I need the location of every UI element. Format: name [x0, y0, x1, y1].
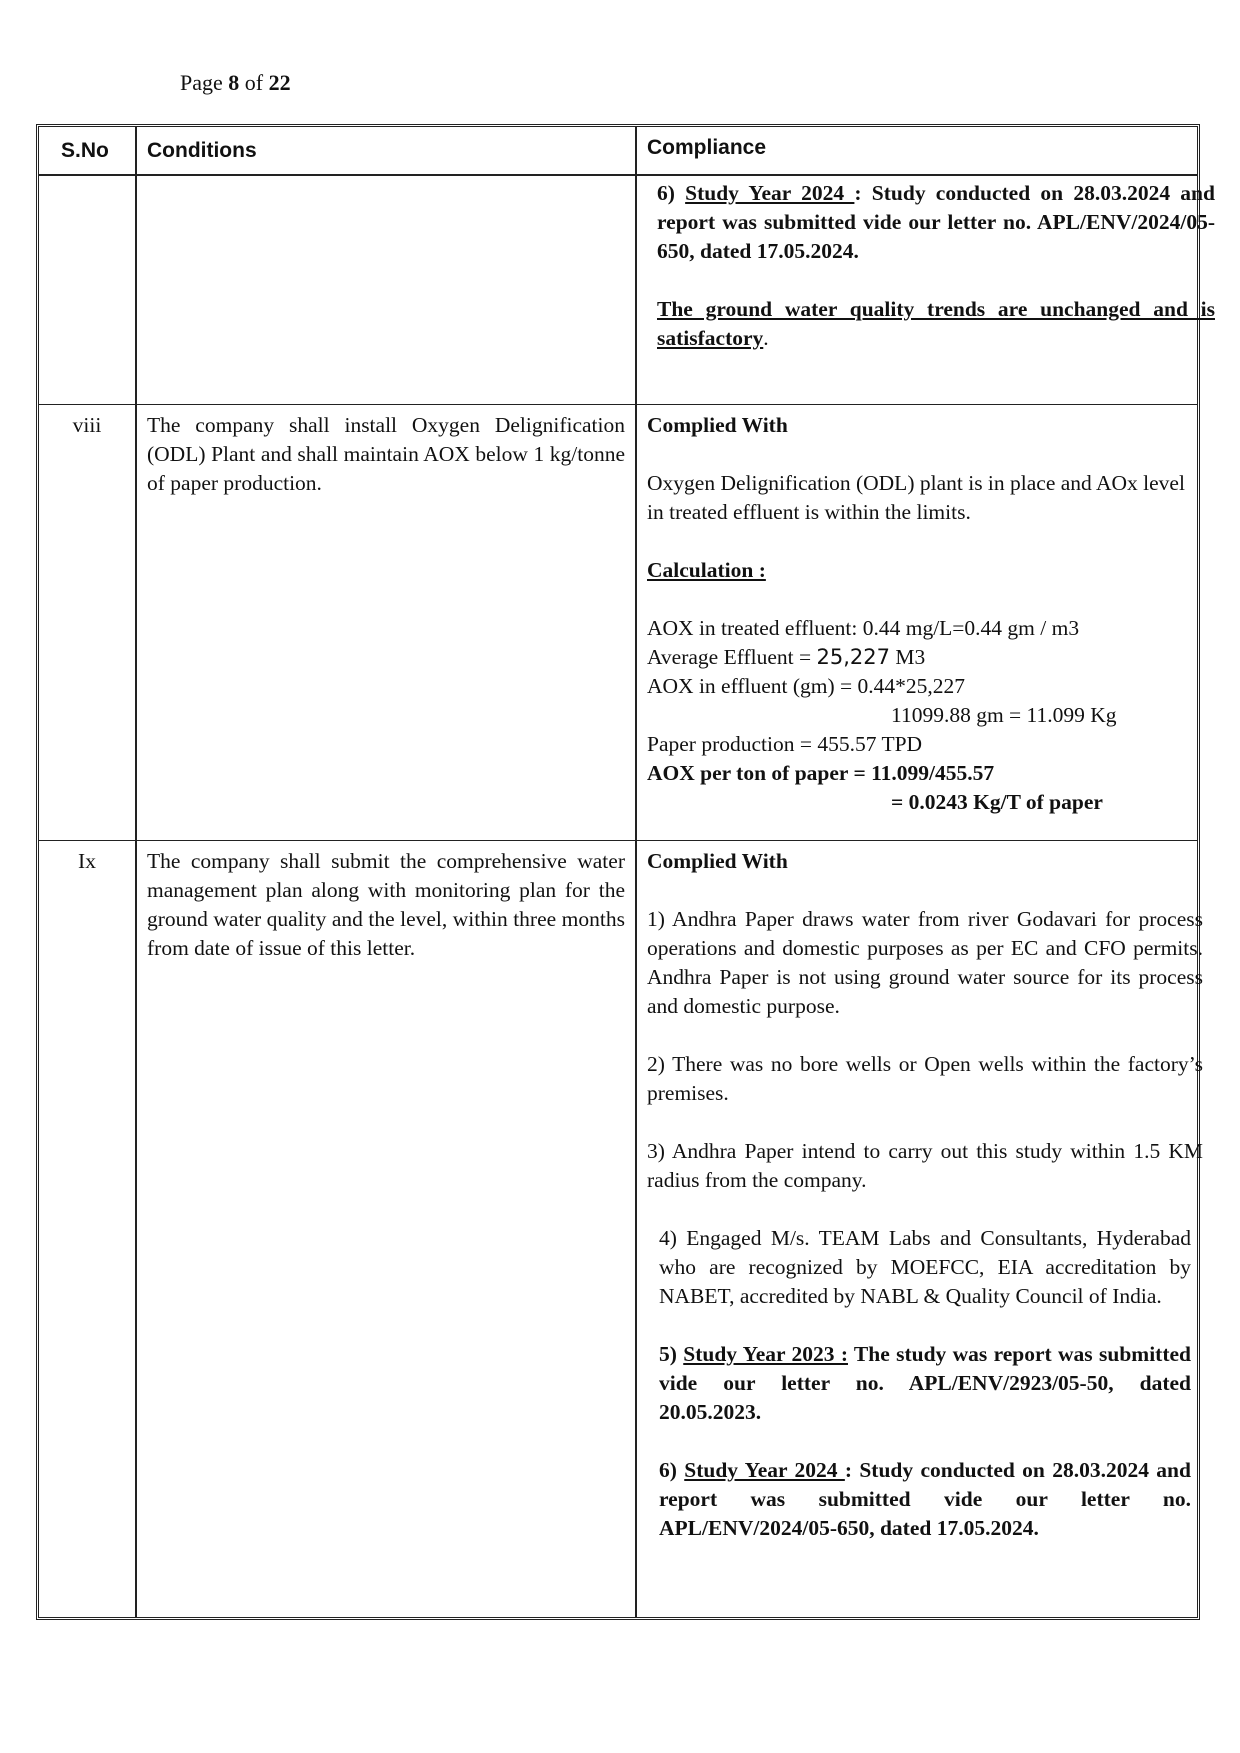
item-number: 6): [657, 181, 686, 205]
item-body: Study conducted on 28.03.2024 and report was submitted vide our letter no. APL/ENV/2024/05-650, dated 17.05.2024.: [657, 181, 1215, 263]
trend-period: .: [763, 326, 769, 350]
row-ix-para-6: [659, 1456, 1191, 1543]
row-divider-2: [39, 840, 1197, 841]
header-conditions: Conditions: [147, 139, 257, 162]
row-viii-condition: The company shall install Oxygen Delignification (ODL) Plant and shall maintain AOX below 1 kg/tonne of paper production.: [147, 413, 625, 495]
calc-line-6: AOX per ton of paper = 11.099/455.57: [647, 761, 995, 785]
study-2024-item: [657, 179, 1215, 266]
item-colon: :: [854, 181, 872, 205]
row-ix-sno: Ix: [78, 849, 96, 873]
para-5-heading: Study Year 2023 :: [683, 1342, 848, 1366]
row-ix-status: Complied With: [647, 849, 788, 873]
para-6-heading: Study Year 2024: [684, 1458, 845, 1482]
page-total: 22: [268, 70, 291, 95]
para-5-body: The study was report was submitted vide our letter no. APL/ENV/2923/05-50, dated 20.05.2023.: [659, 1342, 1191, 1424]
column-divider-2: [635, 127, 637, 1617]
row-viii-para: Oxygen Delignification (ODL) plant is in place and AOx level in treated effluent is within the limits.: [647, 471, 1185, 524]
row-ix-para-2: 2) There was no bore wells or Open wells within the factory’s premises.: [647, 1052, 1203, 1105]
row-ix-para-1: 1) Andhra Paper draws water from river Godavari for process operations and domestic purposes as per EC and CFO permits. Andhra Paper is not using ground water source for its process and domestic purpose.: [647, 907, 1203, 1018]
row-ix-para-4: 4) Engaged M/s. TEAM Labs and Consultants, Hyderabad who are recognized by MOEFCC, EIA accreditation by NABET, accredited by NABL & Quality Council of India.: [659, 1226, 1191, 1308]
calc-line-2-value: 25,227: [816, 645, 891, 669]
row-ix-condition: The company shall submit the comprehensive water management plan along with monitoring plan for the ground water quality and the level, within three months from date of issue of this letter.: [147, 849, 625, 960]
calc-line-1: AOX in treated effluent: 0.44 mg/L=0.44 gm / m3: [647, 616, 1080, 640]
page-current: 8: [228, 70, 240, 95]
compliance-table: [36, 124, 1215, 1620]
row-divider-1: [39, 404, 1197, 405]
calculation-heading: Calculation :: [647, 558, 766, 582]
column-divider-1: [135, 127, 137, 1617]
row-viii-status: Complied With: [647, 413, 788, 437]
calc-line-4: 11099.88 gm = 11.099 Kg: [891, 703, 1117, 727]
row-viii-sno: viii: [72, 413, 102, 437]
row-ix-compliance: [647, 847, 1203, 1543]
trend-text: The ground water quality trends are unchanged and is satisfactory: [657, 297, 1215, 350]
para-6-body: Study conducted on 28.03.2024 and report was submitted vide our letter no. APL/ENV/2024/05-650, dated 17.05.2024.: [659, 1458, 1191, 1540]
page-label: Page: [180, 70, 229, 95]
cont-row-compliance: [657, 179, 1215, 353]
calc-line-7: = 0.0243 Kg/T of paper: [891, 790, 1103, 814]
row-ix-para-5: [659, 1340, 1191, 1427]
row-viii-compliance: [647, 411, 1203, 817]
para-6-number: 6): [659, 1458, 685, 1482]
para-6-colon: :: [844, 1458, 860, 1482]
row-ix-para-3: 3) Andhra Paper intend to carry out this study within 1.5 KM radius from the company.: [647, 1139, 1203, 1192]
calc-line-3: AOX in effluent (gm) = 0.44*25,227: [647, 674, 966, 698]
calc-line-2: [647, 643, 1203, 672]
header-sno: S.No: [61, 139, 109, 162]
header-divider: [39, 174, 1197, 176]
page-number: [180, 70, 291, 96]
item-heading: Study Year 2024: [685, 181, 855, 205]
page-of: of: [239, 70, 269, 95]
para-5-number: 5): [659, 1342, 684, 1366]
row-ix-indented-items: [647, 1224, 1203, 1543]
calc-line-2-unit: M3: [890, 645, 926, 669]
header-compliance: Compliance: [647, 136, 767, 159]
calc-line-5: Paper production = 455.57 TPD: [647, 732, 923, 756]
trend-statement: [657, 295, 1215, 353]
calc-line-2-label: Average Effluent =: [647, 645, 817, 669]
